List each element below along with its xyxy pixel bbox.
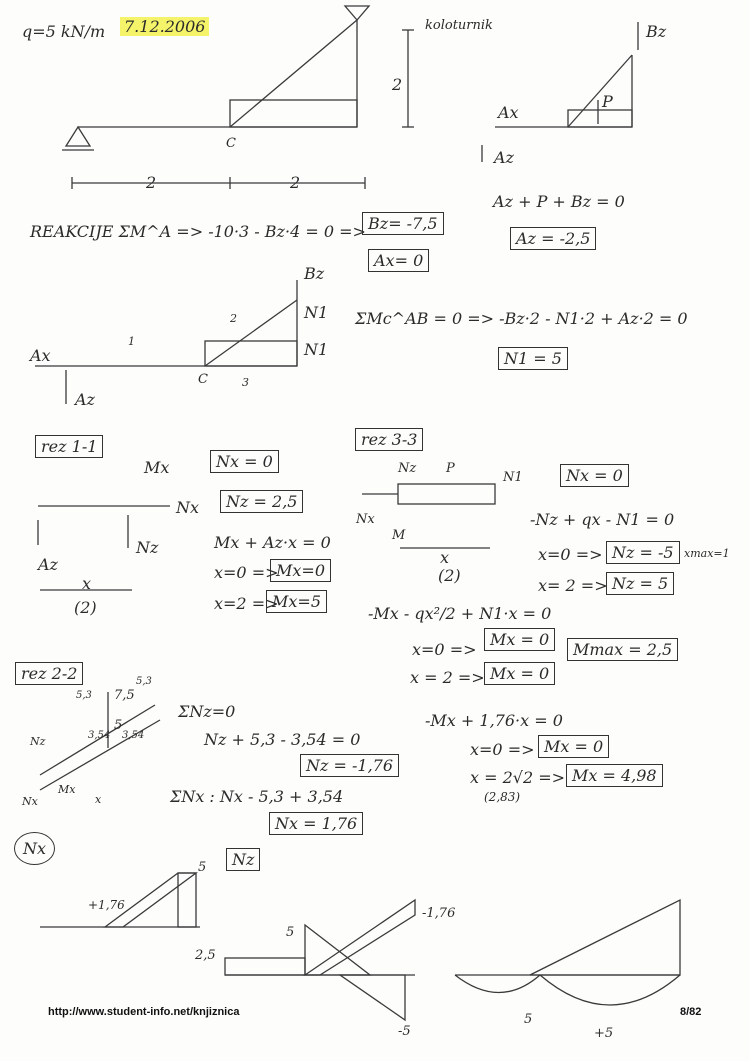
rez11-nz-label: Nz xyxy=(136,538,159,557)
rez11-mx-label: Mx xyxy=(144,458,170,477)
az-result: Az = -2,5 xyxy=(510,227,596,250)
height-label: 2 xyxy=(392,75,403,94)
rez22-mx-label: Mx xyxy=(58,783,76,796)
rez33-x0: x=0 => xyxy=(538,545,603,564)
ax-label-mid: Ax xyxy=(30,346,51,365)
rez22-nz-result: Nz = -1,76 xyxy=(300,754,399,777)
reaction-equation-1: REAKCIJE ΣM^A => -10·3 - Bz·4 = 0 => xyxy=(30,222,366,241)
rez22-v4: 5,3 xyxy=(76,690,92,701)
rez33-title: rez 3-3 xyxy=(355,428,423,451)
n1-label-b: N1 xyxy=(304,340,329,359)
rez22-nx-result: Nx = 1,76 xyxy=(269,812,363,835)
span1-label: 2 xyxy=(146,173,157,192)
load-label: q=5 kN/m xyxy=(22,22,106,41)
rez22-d0: x=0 => xyxy=(470,740,535,759)
nz-diagram-label: Nz xyxy=(226,848,260,871)
rez33-p-label: P xyxy=(446,461,455,476)
m-diagram-value-5: 5 xyxy=(524,1012,533,1027)
rez33-equation-2: -Mx - qx²/2 + N1·x = 0 xyxy=(368,604,552,623)
cut-marker-3: 3 xyxy=(242,376,249,389)
rez11-az-label: Az xyxy=(38,555,58,574)
footer-page-number: 8/82 xyxy=(680,1006,702,1018)
p-label-right: P xyxy=(602,92,613,111)
rez33-nz-label: Nz xyxy=(398,461,417,476)
point-c-label: C xyxy=(226,136,236,151)
bz-top-label: Bz xyxy=(646,22,667,41)
az-label-mid: Az xyxy=(75,390,95,409)
cut-marker-1: 1 xyxy=(128,335,135,348)
rez11-equation: Mx + Az·x = 0 xyxy=(214,533,331,552)
bz-result: Bz= -7,5 xyxy=(362,212,444,235)
rez11-x2: x=2 => xyxy=(214,594,279,613)
rez33-m-label: M xyxy=(392,528,406,543)
rez22-equation-d: -Mx + 1,76·x = 0 xyxy=(425,711,563,730)
rez33-x2: x= 2 => xyxy=(538,576,608,595)
rez11-nz-result: Nz = 2,5 xyxy=(220,490,303,513)
span2-label: 2 xyxy=(290,173,301,192)
moment-equation: ΣMc^AB = 0 => -Bz·2 - N1·2 + Az·2 = 0 xyxy=(355,309,688,328)
rez33-equation-1: -Nz + qx - N1 = 0 xyxy=(530,510,675,529)
rez11-x-label: x xyxy=(82,574,92,593)
bz-label-mid: Bz xyxy=(304,264,325,283)
rez11-x0: x=0 => xyxy=(214,563,279,582)
rez22-v1: 7,5 xyxy=(114,688,135,703)
rez11-nx-result: Nx = 0 xyxy=(210,450,279,473)
rez33-xmax: xmax=1 xyxy=(684,547,730,560)
pulley-label: koloturnik xyxy=(425,18,493,33)
rez33-mx2-value: Mx = 0 xyxy=(484,662,555,685)
rez22-v3: 5,3 xyxy=(136,676,152,687)
nx-diagram-label: Nx xyxy=(14,832,55,865)
rez11-span-label: (2) xyxy=(74,598,97,617)
rez22-v2: 5 xyxy=(114,718,123,733)
rez11-x2-value: Mx=5 xyxy=(266,590,327,613)
rez22-nz-label: Nz xyxy=(30,735,46,748)
nz-diagram-value-5: 5 xyxy=(286,925,295,940)
rez22-v5: 3,54 xyxy=(122,730,145,741)
ax-result: Ax= 0 xyxy=(368,249,429,272)
c-label-mid: C xyxy=(198,372,208,387)
rez33-mmax: Mmax = 2,5 xyxy=(567,638,678,661)
rez22-equation-a: ΣNz=0 xyxy=(178,702,236,721)
rez22-d0-value: Mx = 0 xyxy=(538,735,609,758)
n1-label-a: N1 xyxy=(304,303,329,322)
rez22-title: rez 2-2 xyxy=(15,662,83,685)
ax-label-right: Ax xyxy=(498,103,519,122)
m-diagram-value-plus5: +5 xyxy=(594,1026,614,1041)
cut-marker-2: 2 xyxy=(230,312,237,325)
rez33-mx0-value: Mx = 0 xyxy=(484,628,555,651)
rez33-x2-value: Nz = 5 xyxy=(606,572,674,595)
rez22-v6: 3,54 xyxy=(88,730,111,741)
rez11-title: rez 1-1 xyxy=(35,435,103,458)
rez22-equation-c: ΣNx : Nx - 5,3 + 3,54 xyxy=(170,787,344,806)
rez33-span-label: (2) xyxy=(438,566,461,585)
rez33-mx0: x=0 => xyxy=(412,640,477,659)
nz-diagram-value-neg5: -5 xyxy=(398,1024,411,1039)
rez22-nx-label: Nx xyxy=(22,795,38,808)
rez22-d1-note: (2,83) xyxy=(484,790,521,804)
date-label: 7.12.2006 xyxy=(120,17,209,36)
rez33-x0-value: Nz = -5 xyxy=(606,541,680,564)
nx-diagram-value-176: +1,76 xyxy=(88,898,125,912)
rez22-d1: x = 2√2 => xyxy=(470,768,566,787)
reaction-equation-2: Az + P + Bz = 0 xyxy=(493,192,625,211)
nx-diagram-value-5: 5 xyxy=(198,860,207,875)
rez11-nx-label: Nx xyxy=(176,498,200,517)
rez33-x-label: x xyxy=(440,548,450,567)
az-label-right: Az xyxy=(494,148,514,167)
rez33-nx-label: Nx xyxy=(356,512,375,527)
rez22-d1-value: Mx = 4,98 xyxy=(566,764,663,787)
rez22-x-label: x xyxy=(95,793,102,806)
rez33-mx2: x = 2 => xyxy=(410,668,485,687)
rez33-n1-label: N1 xyxy=(503,470,523,485)
nz-diagram-value-neg176: -1,76 xyxy=(422,906,456,921)
rez33-nx-result: Nx = 0 xyxy=(560,464,629,487)
rez11-x0-value: Mx=0 xyxy=(270,559,331,582)
nz-diagram-value-25: 2,5 xyxy=(195,948,216,963)
footer-url: http://www.student-info.net/knjiznica xyxy=(48,1006,240,1018)
n1-result: N1 = 5 xyxy=(498,347,568,370)
rez22-equation-b: Nz + 5,3 - 3,54 = 0 xyxy=(204,730,361,749)
